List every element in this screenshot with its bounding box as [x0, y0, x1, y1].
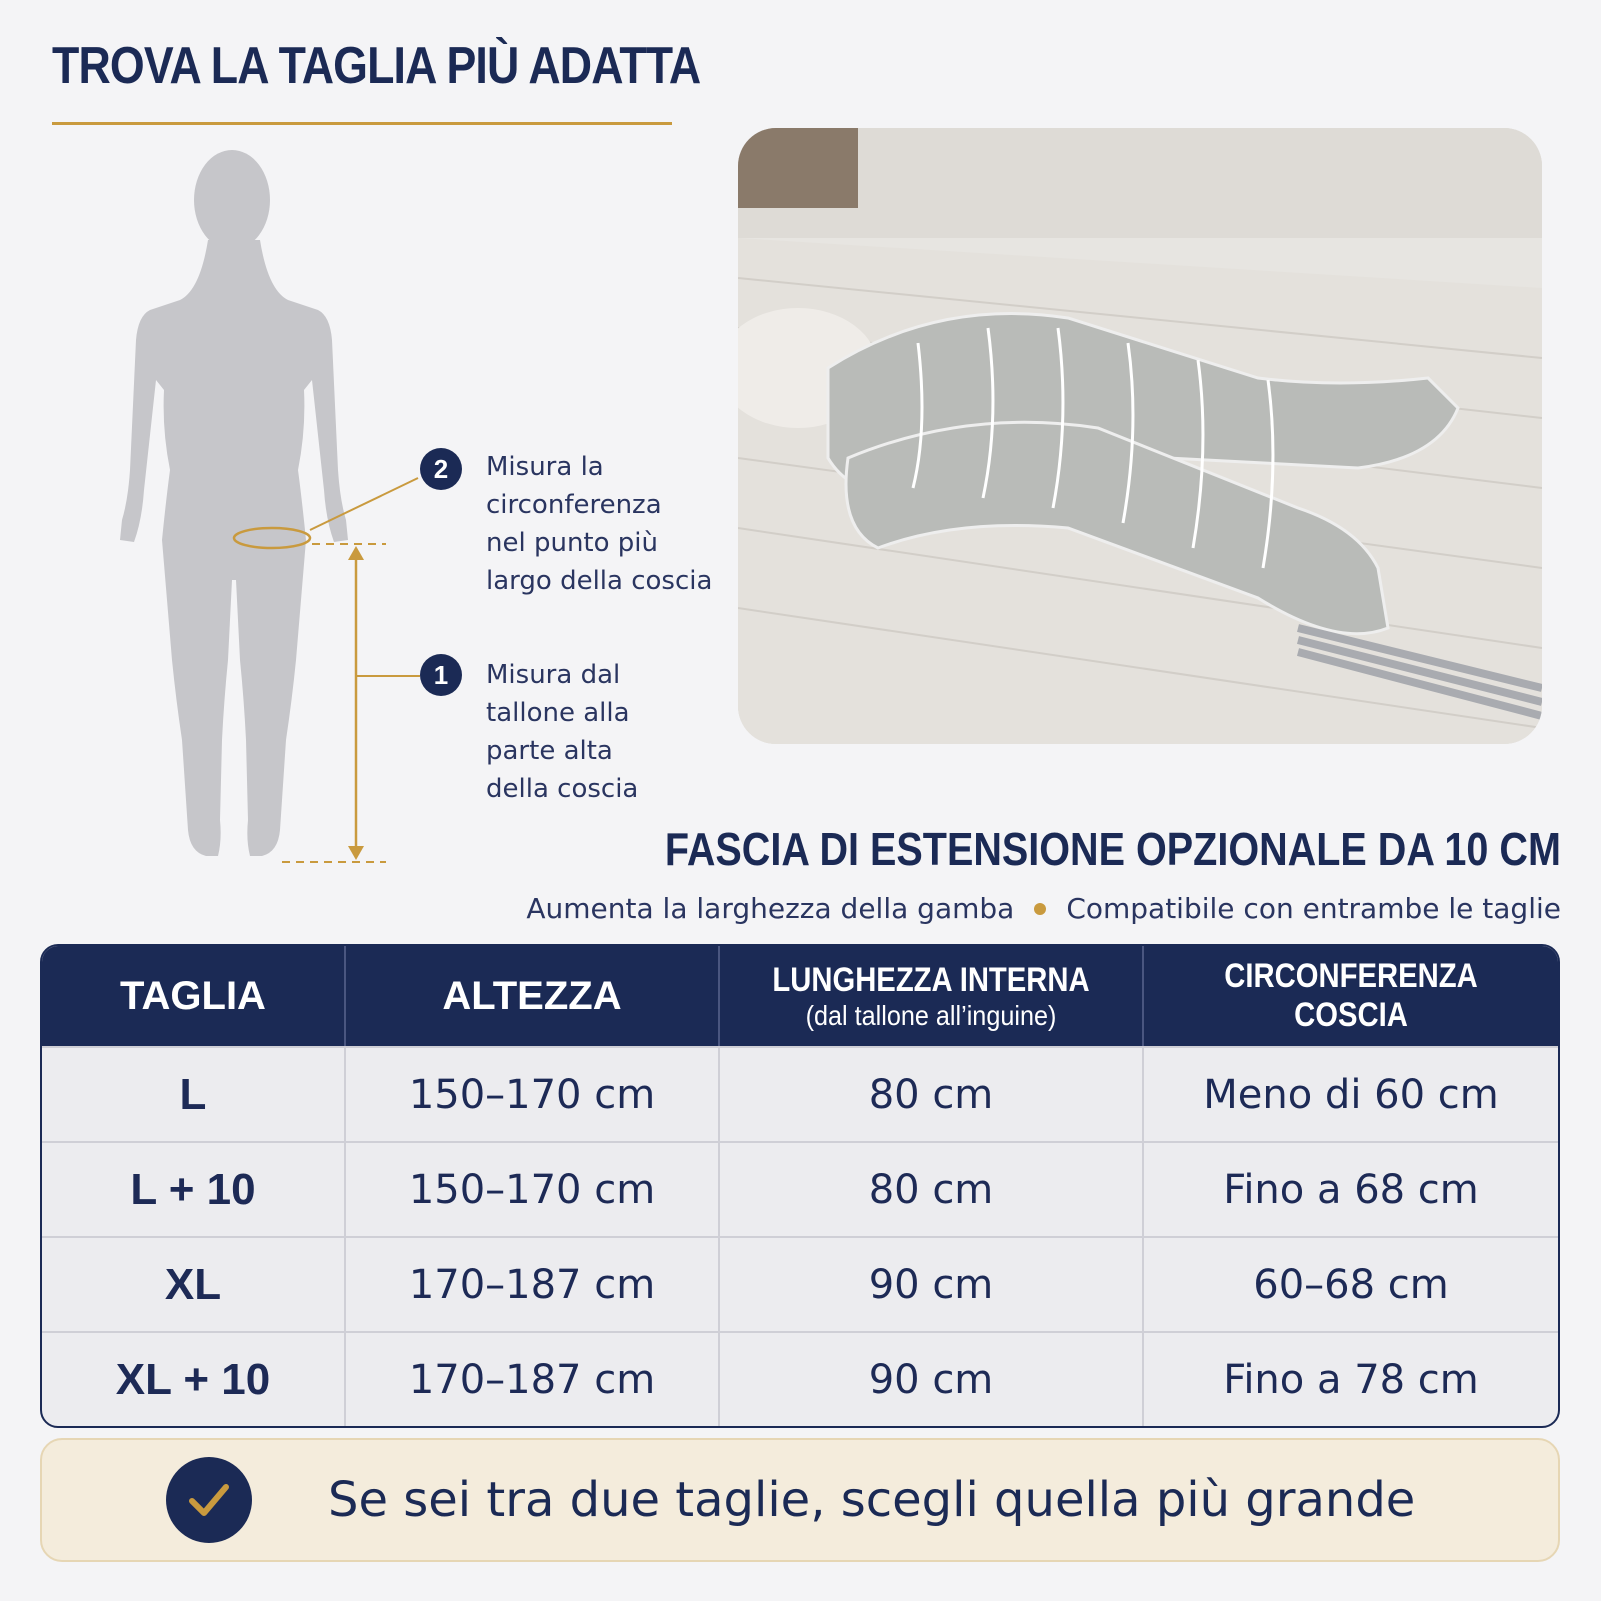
check-icon [166, 1457, 252, 1543]
row-inseam: 80 cm [720, 1046, 1144, 1141]
row-inseam: 90 cm [720, 1236, 1144, 1331]
table-header-row [42, 946, 1558, 1046]
row-thigh: Fino a 68 cm [1144, 1141, 1558, 1236]
photo-illustration [738, 128, 1542, 744]
row-size: L + 10 [42, 1141, 346, 1236]
step-2-text: Misura la circonferenza nel punto più largo della coscia [486, 452, 713, 596]
header-thigh: CIRCONFERENZA COSCIA [1144, 946, 1558, 1046]
extension-features [526, 892, 1561, 925]
table-row [42, 1046, 1558, 1141]
row-height: 150–170 cm [346, 1046, 720, 1141]
step-2-badge: 2 [420, 448, 462, 490]
extension-title: FASCIA DI ESTENSIONE OPZIONALE DA 10 CM [664, 823, 1561, 875]
row-height: 150–170 cm [346, 1141, 720, 1236]
table-row [42, 1141, 1558, 1236]
title-divider [52, 122, 672, 125]
bullet-dot-icon [1034, 903, 1046, 915]
size-table [40, 944, 1560, 1428]
row-inseam: 90 cm [720, 1331, 1144, 1426]
row-height: 170–187 cm [346, 1331, 720, 1426]
extension-feature-2: Compatibile con entrambe le taglie [1066, 892, 1561, 925]
row-thigh: Meno di 60 cm [1144, 1046, 1558, 1141]
woman-silhouette-icon [110, 140, 350, 880]
row-size: XL [42, 1236, 346, 1331]
row-height: 170–187 cm [346, 1236, 720, 1331]
header-inseam: LUNGHEZZA INTERNA (dal tallone all’inguine) [720, 946, 1144, 1046]
header-height: ALTEZZA [346, 946, 720, 1046]
row-size: L [42, 1046, 346, 1141]
step-1-badge: 1 [420, 654, 462, 696]
sizing-tip-banner [40, 1438, 1560, 1562]
extension-feature-1: Aumenta la larghezza della gamba [526, 892, 1015, 925]
step-1-text: Misura dal tallone alla parte alta della coscia [486, 660, 639, 804]
row-thigh: 60–68 cm [1144, 1236, 1558, 1331]
row-size: XL + 10 [42, 1331, 346, 1426]
table-row [42, 1236, 1558, 1331]
page-title: TROVA LA TAGLIA PIÙ ADATTA [52, 37, 701, 95]
row-thigh: Fino a 78 cm [1144, 1331, 1558, 1426]
header-size: TAGLIA [42, 946, 346, 1046]
leg-compression-boots-photo [738, 128, 1542, 744]
sizing-tip-text: Se sei tra due taglie, scegli quella più grande [328, 1472, 1416, 1528]
table-row [42, 1331, 1558, 1426]
row-inseam: 80 cm [720, 1141, 1144, 1236]
